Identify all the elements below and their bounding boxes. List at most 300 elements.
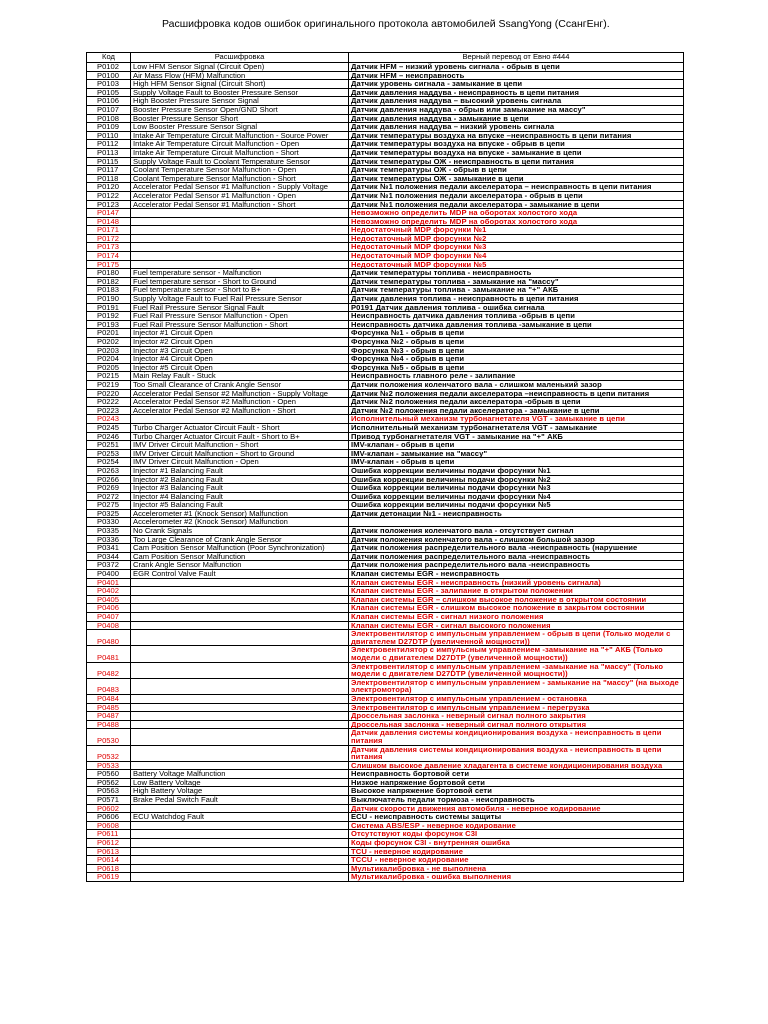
cell-translation: Клапан системы EGR - залипание в открытом положении bbox=[349, 587, 684, 596]
table-row bbox=[87, 97, 684, 106]
cell-translation: Датчик температуры топлива - замыкание на "массу" bbox=[349, 277, 684, 286]
cell-translation: Датчик №1 положения педали акселератора - замыкание в цепи bbox=[349, 200, 684, 209]
cell-description: Intake Air Temperature Circuit Malfunction - Open bbox=[131, 140, 349, 149]
cell-translation: Мультикалибровка - не выполнена bbox=[349, 864, 684, 873]
cell-description bbox=[131, 209, 349, 218]
cell-translation: Ошибка коррекции величины подачи форсунки №1 bbox=[349, 466, 684, 475]
cell-description: Coolant Temperature Sensor Malfunction - Open bbox=[131, 166, 349, 175]
cell-code: P0220 bbox=[87, 389, 131, 398]
cell-code: P0182 bbox=[87, 277, 131, 286]
cell-code: P0619 bbox=[87, 873, 131, 882]
table-row bbox=[87, 613, 684, 622]
cell-translation: Выключатель педали тормоза - неисправность bbox=[349, 796, 684, 805]
table-row bbox=[87, 509, 684, 518]
table-row bbox=[87, 252, 684, 261]
table-row bbox=[87, 595, 684, 604]
cell-description bbox=[131, 694, 349, 703]
table-row bbox=[87, 475, 684, 484]
table-row bbox=[87, 694, 684, 703]
table-row bbox=[87, 729, 684, 745]
cell-description bbox=[131, 821, 349, 830]
table-row bbox=[87, 114, 684, 123]
table-row bbox=[87, 372, 684, 381]
cell-translation: Мультикалибровка - ошибка выполнения bbox=[349, 873, 684, 882]
cell-code: P0618 bbox=[87, 864, 131, 873]
cell-translation: Система ABS/ESP - неверное кодирование bbox=[349, 821, 684, 830]
cell-description bbox=[131, 703, 349, 712]
cell-translation: Недостаточный MDP форсунки №5 bbox=[349, 260, 684, 269]
cell-translation: Форсунка №5 - обрыв в цепи bbox=[349, 363, 684, 372]
cell-description: Too Large Clearance of Crank Angle Sensor bbox=[131, 535, 349, 544]
cell-translation: Датчик давления наддува - замыкание в цепи bbox=[349, 114, 684, 123]
cell-description: Crank Angle Sensor Malfunction bbox=[131, 561, 349, 570]
cell-translation: Датчик №1 положения педали акселератора - обрыв в цепи bbox=[349, 191, 684, 200]
cell-code: P0482 bbox=[87, 662, 131, 678]
header-code: Код bbox=[87, 53, 131, 63]
table-row bbox=[87, 243, 684, 252]
table-row bbox=[87, 561, 684, 570]
cell-description: IMV Driver Circuit Malfunction - Short bbox=[131, 441, 349, 450]
table-row bbox=[87, 796, 684, 805]
cell-description: Turbo Charger Actuator Circuit Fault - Short bbox=[131, 423, 349, 432]
table-row bbox=[87, 406, 684, 415]
table-row bbox=[87, 813, 684, 822]
cell-translation: TCU - неверное кодирование bbox=[349, 847, 684, 856]
cell-code: P0190 bbox=[87, 295, 131, 304]
cell-code: P0172 bbox=[87, 234, 131, 243]
table-row bbox=[87, 140, 684, 149]
cell-description: Injector #1 Balancing Fault bbox=[131, 466, 349, 475]
cell-code: P0215 bbox=[87, 372, 131, 381]
cell-code: P0115 bbox=[87, 157, 131, 166]
cell-code: P0533 bbox=[87, 761, 131, 770]
table-row bbox=[87, 712, 684, 721]
cell-translation: Датчик давления наддува – высокий уровень сигнала bbox=[349, 97, 684, 106]
cell-description bbox=[131, 830, 349, 839]
cell-translation: Электровентилятор с импульсным управлением - замыкание на "массу" (на выходе электромотора) bbox=[349, 678, 684, 694]
cell-code: P0481 bbox=[87, 646, 131, 662]
cell-description bbox=[131, 729, 349, 745]
cell-description bbox=[131, 415, 349, 424]
table-body bbox=[87, 63, 684, 882]
cell-translation: Низкое напряжение бортовой сети bbox=[349, 778, 684, 787]
cell-description: IMV Driver Circuit Malfunction - Short to Ground bbox=[131, 449, 349, 458]
cell-translation: Датчик детонации №1 - неисправность bbox=[349, 509, 684, 518]
cell-code: P0405 bbox=[87, 595, 131, 604]
cell-description: High Battery Voltage bbox=[131, 787, 349, 796]
table-row bbox=[87, 355, 684, 364]
table-row bbox=[87, 346, 684, 355]
cell-code: P0203 bbox=[87, 346, 131, 355]
table-row bbox=[87, 492, 684, 501]
cell-code: P0123 bbox=[87, 200, 131, 209]
cell-code: P0335 bbox=[87, 527, 131, 536]
table-row bbox=[87, 398, 684, 407]
table-row bbox=[87, 552, 684, 561]
table-row bbox=[87, 804, 684, 813]
table-row bbox=[87, 423, 684, 432]
cell-translation: Исполнительный механизм турбонагнетателя VGT - замыкание в цепи bbox=[349, 415, 684, 424]
cell-translation: Датчик №2 положения педали акселератора –неисправность в цепи питания bbox=[349, 389, 684, 398]
table-row bbox=[87, 226, 684, 235]
cell-code: P0118 bbox=[87, 174, 131, 183]
table-row bbox=[87, 501, 684, 510]
cell-translation: Дроссельная заслонка - неверный сигнал полного закрытия bbox=[349, 712, 684, 721]
table-row bbox=[87, 466, 684, 475]
cell-description bbox=[131, 873, 349, 882]
cell-translation: Датчик температуры топлива - замыкание на "+" АКБ bbox=[349, 286, 684, 295]
cell-translation: Датчик температуры ОЖ - замыкание в цепи bbox=[349, 174, 684, 183]
cell-description: Injector #2 Balancing Fault bbox=[131, 475, 349, 484]
cell-code: P0202 bbox=[87, 338, 131, 347]
header-description: Расшифровка bbox=[131, 53, 349, 63]
table-row bbox=[87, 329, 684, 338]
cell-description bbox=[131, 578, 349, 587]
cell-code: P0108 bbox=[87, 114, 131, 123]
cell-translation: Датчик положения распределительного вала -неисправность (нарушение bbox=[349, 544, 684, 553]
cell-description: Accelerator Pedal Sensor #2 Malfunction - Short bbox=[131, 406, 349, 415]
table-row bbox=[87, 587, 684, 596]
cell-translation: Клапан системы EGR - сигнал высокого положения bbox=[349, 621, 684, 630]
cell-description: Injector #4 Balancing Fault bbox=[131, 492, 349, 501]
cell-code: P0275 bbox=[87, 501, 131, 510]
cell-code: P0266 bbox=[87, 475, 131, 484]
cell-description: Accelerator Pedal Sensor #2 Malfunction - Open bbox=[131, 398, 349, 407]
cell-description bbox=[131, 804, 349, 813]
table-row bbox=[87, 363, 684, 372]
cell-code: P0147 bbox=[87, 209, 131, 218]
cell-code: P0120 bbox=[87, 183, 131, 192]
cell-code: P0269 bbox=[87, 484, 131, 493]
cell-translation: Неисправность главного реле - залипание bbox=[349, 372, 684, 381]
cell-translation: Ошибка коррекции величины подачи форсунки №5 bbox=[349, 501, 684, 510]
table-row bbox=[87, 720, 684, 729]
cell-description: Low Booster Pressure Sensor Signal bbox=[131, 123, 349, 132]
cell-description: Brake Pedal Switch Fault bbox=[131, 796, 349, 805]
cell-description: Air Mass Flow (HFM) Malfunction bbox=[131, 71, 349, 80]
cell-translation: Датчик температуры ОЖ - неисправность в цепи питания bbox=[349, 157, 684, 166]
table-row bbox=[87, 761, 684, 770]
table-row bbox=[87, 821, 684, 830]
cell-code: P0532 bbox=[87, 745, 131, 761]
table-row bbox=[87, 157, 684, 166]
table-row bbox=[87, 864, 684, 873]
table-row bbox=[87, 449, 684, 458]
table-row bbox=[87, 303, 684, 312]
cell-translation: Электровентилятор с импульсным управлением -замыкание на "массу" (Только модели с двигателем D27DTP (увеличенной мощности)) bbox=[349, 662, 684, 678]
cell-translation: Датчик давления системы кондиционирования воздуха - неисправность в цепи питания bbox=[349, 729, 684, 745]
cell-description bbox=[131, 630, 349, 646]
cell-translation: Электровентилятор с импульсным управлением -замыкание на "+" АКБ (Только модели с двигателем D27DTP (увеличенной мощности)) bbox=[349, 646, 684, 662]
table-row bbox=[87, 277, 684, 286]
table-row bbox=[87, 678, 684, 694]
cell-code: P0103 bbox=[87, 80, 131, 89]
table-row bbox=[87, 286, 684, 295]
table-row bbox=[87, 217, 684, 226]
cell-description bbox=[131, 662, 349, 678]
cell-translation: Датчик температуры воздуха на впуске –неисправность в цепи питания bbox=[349, 131, 684, 140]
cell-translation: Датчик положения распределительного вала -неисправность bbox=[349, 561, 684, 570]
cell-code: P0330 bbox=[87, 518, 131, 527]
cell-translation: Датчик HFM – неисправность bbox=[349, 71, 684, 80]
cell-description: Fuel Rail Pressure Sensor Malfunction - Short bbox=[131, 320, 349, 329]
table-row bbox=[87, 441, 684, 450]
cell-translation: Датчик положения коленчатого вала - слишком маленький зазор bbox=[349, 380, 684, 389]
cell-code: P0372 bbox=[87, 561, 131, 570]
table-row bbox=[87, 770, 684, 779]
table-row bbox=[87, 432, 684, 441]
table-row bbox=[87, 458, 684, 467]
table-row bbox=[87, 183, 684, 192]
cell-description bbox=[131, 226, 349, 235]
cell-translation: Датчик давления наддува - обрыв или замыкание на массу" bbox=[349, 105, 684, 114]
cell-description: Injector #5 Balancing Fault bbox=[131, 501, 349, 510]
cell-code: P0183 bbox=[87, 286, 131, 295]
table-row bbox=[87, 856, 684, 865]
cell-code: P0407 bbox=[87, 613, 131, 622]
cell-description bbox=[131, 745, 349, 761]
cell-translation: Электровентилятор с импульсным управлением - перегрузка bbox=[349, 703, 684, 712]
table-row bbox=[87, 166, 684, 175]
table-row bbox=[87, 80, 684, 89]
cell-description: EGR Control Valve Fault bbox=[131, 570, 349, 579]
table-row bbox=[87, 839, 684, 848]
cell-description bbox=[131, 621, 349, 630]
cell-code: P0341 bbox=[87, 544, 131, 553]
cell-description bbox=[131, 646, 349, 662]
cell-description: Fuel temperature sensor - Malfunction bbox=[131, 269, 349, 278]
cell-description bbox=[131, 720, 349, 729]
cell-description bbox=[131, 604, 349, 613]
cell-code: P0402 bbox=[87, 587, 131, 596]
cell-description: Booster Pressure Sensor Short bbox=[131, 114, 349, 123]
cell-translation: Ошибка коррекции величины подачи форсунки №4 bbox=[349, 492, 684, 501]
cell-code: P0192 bbox=[87, 312, 131, 321]
cell-code: P0122 bbox=[87, 191, 131, 200]
cell-description: Cam Position Sensor Malfunction bbox=[131, 552, 349, 561]
cell-translation bbox=[349, 518, 684, 527]
cell-code: P0562 bbox=[87, 778, 131, 787]
cell-description: Too Small Clearance of Crank Angle Sensor bbox=[131, 380, 349, 389]
cell-translation: Датчик давления топлива - неисправность в цепи питания bbox=[349, 295, 684, 304]
cell-description bbox=[131, 839, 349, 848]
cell-code: P0563 bbox=[87, 787, 131, 796]
cell-description: Injector #2 Circuit Open bbox=[131, 338, 349, 347]
table-row bbox=[87, 415, 684, 424]
cell-code: P0223 bbox=[87, 406, 131, 415]
cell-translation: ECU - неисправность системы защиты bbox=[349, 813, 684, 822]
cell-code: P0408 bbox=[87, 621, 131, 630]
cell-code: P0611 bbox=[87, 830, 131, 839]
table-row bbox=[87, 105, 684, 114]
cell-translation: Электровентилятор с импульсным управлением - остановка bbox=[349, 694, 684, 703]
cell-description bbox=[131, 587, 349, 596]
table-row bbox=[87, 269, 684, 278]
cell-translation: Форсунка №3 - обрыв в цепи bbox=[349, 346, 684, 355]
cell-description: Accelerometer #1 (Knock Sensor) Malfunction bbox=[131, 509, 349, 518]
cell-description: Booster Pressure Sensor Open/GND Short bbox=[131, 105, 349, 114]
cell-code: P0171 bbox=[87, 226, 131, 235]
cell-description bbox=[131, 678, 349, 694]
table-row bbox=[87, 527, 684, 536]
table-row bbox=[87, 484, 684, 493]
cell-translation: Форсунка №4 - обрыв в цепи bbox=[349, 355, 684, 364]
document-title: Расшифровка кодов ошибок оригинального протокола автомобилей SsangYong (СсангЕнг). bbox=[162, 18, 610, 30]
cell-code: P0483 bbox=[87, 678, 131, 694]
table-row bbox=[87, 312, 684, 321]
cell-code: P0602 bbox=[87, 804, 131, 813]
cell-translation: Датчик скорости движения автомобиля - неверное кодирование bbox=[349, 804, 684, 813]
cell-code: P0222 bbox=[87, 398, 131, 407]
cell-code: P0243 bbox=[87, 415, 131, 424]
cell-code: P0530 bbox=[87, 729, 131, 745]
cell-translation: Невозможно определить MDP на оборотах холостого хода bbox=[349, 209, 684, 218]
cell-description: Injector #1 Circuit Open bbox=[131, 329, 349, 338]
cell-code: P0105 bbox=[87, 88, 131, 97]
cell-translation: Неисправность бортовой сети bbox=[349, 770, 684, 779]
cell-description: Fuel Rail Pressure Sensor Signal Fault bbox=[131, 303, 349, 312]
cell-description: Accelerometer #2 (Knock Sensor) Malfunction bbox=[131, 518, 349, 527]
cell-description: High HFM Sensor Signal (Circuit Short) bbox=[131, 80, 349, 89]
table-row bbox=[87, 234, 684, 243]
cell-translation: Датчик температуры топлива - неисправность bbox=[349, 269, 684, 278]
table-row bbox=[87, 123, 684, 132]
cell-code: P0487 bbox=[87, 712, 131, 721]
cell-description bbox=[131, 217, 349, 226]
cell-code: P0272 bbox=[87, 492, 131, 501]
cell-translation: Клапан системы EGR - неисправность bbox=[349, 570, 684, 579]
cell-translation: Ошибка коррекции величины подачи форсунки №3 bbox=[349, 484, 684, 493]
cell-code: P0606 bbox=[87, 813, 131, 822]
table-row bbox=[87, 662, 684, 678]
table-row bbox=[87, 535, 684, 544]
cell-description: Injector #5 Circuit Open bbox=[131, 363, 349, 372]
cell-description: Fuel temperature sensor - Short to B+ bbox=[131, 286, 349, 295]
cell-code: P0325 bbox=[87, 509, 131, 518]
error-codes-table bbox=[86, 52, 684, 882]
table-row bbox=[87, 778, 684, 787]
table-row bbox=[87, 518, 684, 527]
table-row bbox=[87, 389, 684, 398]
cell-description: Turbo Charger Actuator Circuit Fault - Short to B+ bbox=[131, 432, 349, 441]
table-row bbox=[87, 578, 684, 587]
header-translation: Верный перевод от Евно #444 bbox=[349, 53, 684, 63]
cell-code: P0560 bbox=[87, 770, 131, 779]
cell-description: Cam Position Sensor Malfunction (Poor Synchronization) bbox=[131, 544, 349, 553]
cell-translation: Неисправность датчика давления топлива -обрыв в цепи bbox=[349, 312, 684, 321]
cell-translation: Датчик положения распределительного вала -неисправность bbox=[349, 552, 684, 561]
cell-code: P0484 bbox=[87, 694, 131, 703]
table-row bbox=[87, 745, 684, 761]
cell-code: P0488 bbox=[87, 720, 131, 729]
cell-code: P0110 bbox=[87, 131, 131, 140]
cell-translation: Датчик температуры воздуха на впуске - обрыв в цепи bbox=[349, 140, 684, 149]
table-row bbox=[87, 174, 684, 183]
cell-code: P0201 bbox=[87, 329, 131, 338]
cell-description bbox=[131, 761, 349, 770]
cell-translation: Недостаточный MDP форсунки №2 bbox=[349, 234, 684, 243]
cell-code: P0401 bbox=[87, 578, 131, 587]
cell-description: Coolant Temperature Sensor Malfunction - Short bbox=[131, 174, 349, 183]
table-row bbox=[87, 260, 684, 269]
cell-description bbox=[131, 595, 349, 604]
cell-translation: IMV-клапан - обрыв в цепи bbox=[349, 458, 684, 467]
cell-translation: Клапан системы EGR - сигнал низкого положения bbox=[349, 613, 684, 622]
cell-code: P0109 bbox=[87, 123, 131, 132]
cell-code: P0102 bbox=[87, 63, 131, 72]
cell-translation: Клапан системы EGR - слишком высокое положение в закрытом состоянии bbox=[349, 604, 684, 613]
cell-code: P0191 bbox=[87, 303, 131, 312]
table-row bbox=[87, 830, 684, 839]
cell-code: P0175 bbox=[87, 260, 131, 269]
table-row bbox=[87, 873, 684, 882]
cell-translation: Недостаточный MDP форсунки №1 bbox=[349, 226, 684, 235]
table-row bbox=[87, 191, 684, 200]
table-row bbox=[87, 621, 684, 630]
table-row bbox=[87, 544, 684, 553]
cell-description: Low Battery Voltage bbox=[131, 778, 349, 787]
cell-translation: Недостаточный MDP форсунки №3 bbox=[349, 243, 684, 252]
cell-code: P0107 bbox=[87, 105, 131, 114]
table-row bbox=[87, 148, 684, 157]
cell-code: P0263 bbox=[87, 466, 131, 475]
cell-translation: IMV-клапан - замыкание на "массу" bbox=[349, 449, 684, 458]
table-row bbox=[87, 646, 684, 662]
cell-description: Accelerator Pedal Sensor #1 Malfunction - Short bbox=[131, 200, 349, 209]
cell-translation: Датчик уровень сигнала - замыкание в цепи bbox=[349, 80, 684, 89]
cell-description: Main Relay Fault - Stuck bbox=[131, 372, 349, 381]
cell-code: P0613 bbox=[87, 847, 131, 856]
cell-translation: Форсунка №1 - обрыв в цепи bbox=[349, 329, 684, 338]
cell-code: P0571 bbox=[87, 796, 131, 805]
cell-translation: Форсунка №2 - обрыв в цепи bbox=[349, 338, 684, 347]
cell-description: Battery Voltage Malfunction bbox=[131, 770, 349, 779]
cell-description: Supply Voltage Fault to Fuel Rail Pressure Sensor bbox=[131, 295, 349, 304]
cell-description: Injector #3 Circuit Open bbox=[131, 346, 349, 355]
cell-translation: Коды форсунок C3I - внутренняя ошибка bbox=[349, 839, 684, 848]
cell-code: P0246 bbox=[87, 432, 131, 441]
cell-code: P0219 bbox=[87, 380, 131, 389]
cell-description: ECU Watchdog Fault bbox=[131, 813, 349, 822]
table-row bbox=[87, 604, 684, 613]
cell-translation: Датчик №2 положения педали акселератора - замыкание в цепи bbox=[349, 406, 684, 415]
cell-translation: Датчик давления наддува – низкий уровень сигнала bbox=[349, 123, 684, 132]
cell-description bbox=[131, 243, 349, 252]
table-row bbox=[87, 570, 684, 579]
cell-code: P0174 bbox=[87, 252, 131, 261]
cell-description: IMV Driver Circuit Malfunction - Open bbox=[131, 458, 349, 467]
cell-description bbox=[131, 712, 349, 721]
cell-description: Accelerator Pedal Sensor #1 Malfunction - Open bbox=[131, 191, 349, 200]
cell-description: Low HFM Sensor Signal (Circuit Open) bbox=[131, 63, 349, 72]
table-header-row bbox=[87, 53, 684, 63]
cell-translation: Дроссельная заслонка - неверный сигнал полного открытия bbox=[349, 720, 684, 729]
cell-description bbox=[131, 856, 349, 865]
cell-description: High Booster Pressure Sensor Signal bbox=[131, 97, 349, 106]
cell-translation: Ошибка коррекции величины подачи форсунки №2 bbox=[349, 475, 684, 484]
cell-code: P0251 bbox=[87, 441, 131, 450]
cell-translation: Привод турбонагнетателя VGT - замыкание на "+" АКБ bbox=[349, 432, 684, 441]
table-row bbox=[87, 88, 684, 97]
cell-translation: Датчик температуры воздуха на впуске - замыкание в цепи bbox=[349, 148, 684, 157]
cell-description bbox=[131, 864, 349, 873]
cell-translation: Высокое напряжение бортовой сети bbox=[349, 787, 684, 796]
cell-description: Fuel temperature sensor - Short to Ground bbox=[131, 277, 349, 286]
cell-description: Fuel Rail Pressure Sensor Malfunction - Open bbox=[131, 312, 349, 321]
table-row bbox=[87, 295, 684, 304]
cell-code: P0245 bbox=[87, 423, 131, 432]
cell-translation: Датчик давления системы кондиционирования воздуха - неисправность в цепи питания bbox=[349, 745, 684, 761]
